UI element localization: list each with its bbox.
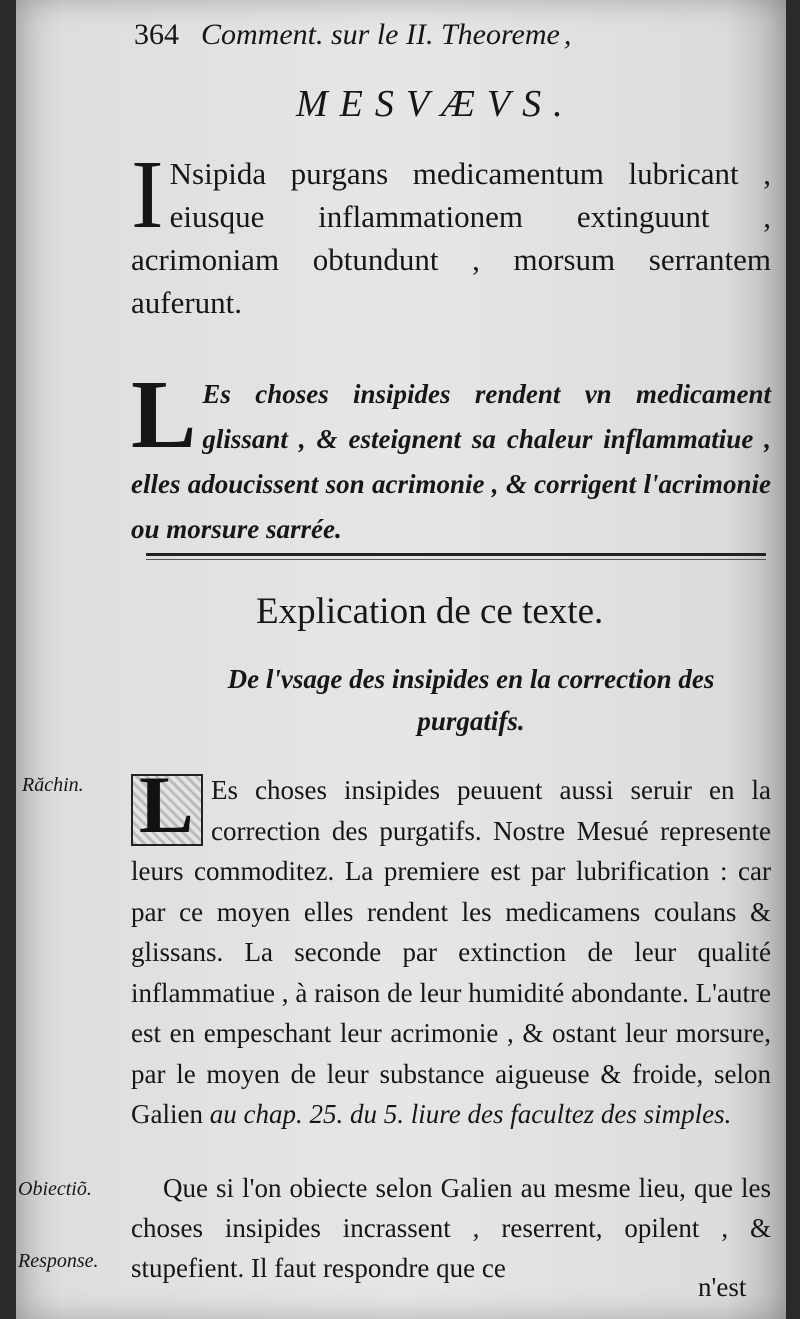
book-page <box>16 0 786 1319</box>
margin-note-objection: Obiectiõ. <box>18 1178 92 1200</box>
latin-drop-cap: I <box>131 141 164 249</box>
margin-note-rachin: Răchin. <box>22 774 84 796</box>
objection-paragraph: Que si l'on obiecte selon Galien au mesme lieu, que les choses insipides incrassent , reserrent, opilent , & stupefient. Il faut respondre que ce <box>131 1173 771 1283</box>
latin-paragraph <box>131 141 771 324</box>
french-drop-cap: L <box>131 361 197 469</box>
catchword: n'est <box>698 1272 747 1302</box>
ornamental-initial <box>131 759 203 850</box>
section-divider <box>146 553 766 560</box>
body-text: Es choses insipides peuuent aussi seruir en la correction des purgatifs. Nostre Mesué represente leurs commoditez. La premiere est par lubrification : car par ce moyen elles rendent les medicamens coulans & glissans. La seconde par extinction de leur qualité inflammatiue , à raison de leur humidité abondante. L'autre est en empeschant leur acrimonie , & ostant leur morsure, par le moyen de leur substance aigueuse & froide, selon Galien <box>131 775 771 1129</box>
running-head <box>134 18 694 52</box>
french-text: Es choses insipides rendent vn medicament glissant , & esteignent sa chaleur inflammatiue , elles adoucissent son acrimonie , & corrigent l'acrimonie ou morsure sarrée. <box>131 379 771 544</box>
page-number: 364 <box>134 18 179 51</box>
subheading: De l'vsage des insipides en la correction des purgatifs. <box>227 664 715 736</box>
author-heading: MESVÆVS. <box>296 83 575 125</box>
latin-text: Nsipida purgans medicamentum lubricant , eiusque inflammationem extinguunt , acrimoniam obtundunt , morsum serrantem auferunt. <box>131 156 771 320</box>
section-heading: Explication de ce texte. <box>256 591 604 632</box>
body-citation: au chap. 25. du 5. liure des facultez des simples. <box>209 1099 732 1129</box>
running-head-mark: , <box>563 18 572 51</box>
french-paragraph <box>131 361 771 552</box>
ornamental-initial-letter: L <box>139 759 194 850</box>
margin-note-response: Response. <box>18 1250 99 1272</box>
body-paragraph <box>131 759 771 1135</box>
running-head-title: Comment. sur le II. Theoreme <box>201 18 560 51</box>
